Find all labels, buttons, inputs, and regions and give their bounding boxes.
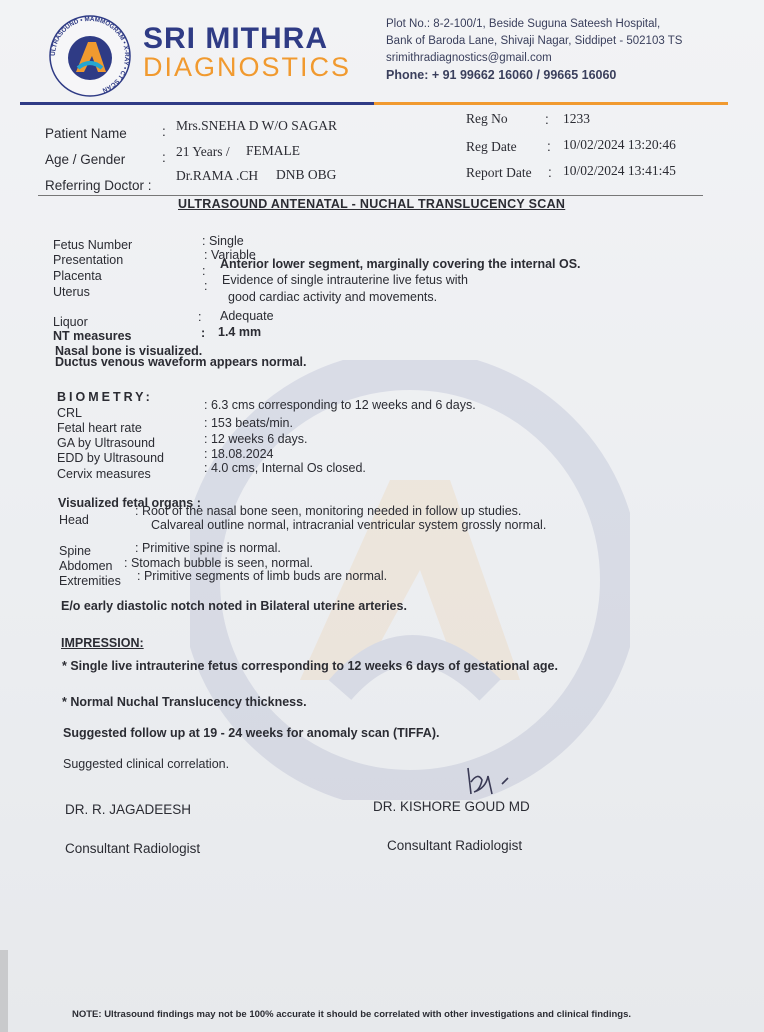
presentation-value: : Variable <box>204 248 256 262</box>
ductus-finding: Ductus venous waveform appears normal. <box>55 355 307 369</box>
colon: : <box>201 326 206 340</box>
patient-name-label: Patient Name <box>45 126 127 141</box>
ga-value: : 12 weeks 6 days. <box>204 432 308 446</box>
address-block <box>386 16 756 84</box>
colon: : <box>547 139 551 154</box>
reg-date-value: 10/02/2024 13:20:46 <box>563 137 676 152</box>
ga-label: GA by Ultrasound <box>57 436 155 450</box>
patient-divider <box>38 195 703 196</box>
nasal-bone-finding: Nasal bone is visualized. <box>55 344 203 358</box>
uterus-value: Evidence of single intrauterine live fetus with <box>222 273 468 287</box>
doctor1-title: Consultant Radiologist <box>65 841 201 856</box>
reg-no-label: Reg No <box>466 111 508 126</box>
placenta-label: Placenta <box>53 269 102 283</box>
crl-value: : 6.3 cms corresponding to 12 weeks and 6 days. <box>204 398 476 412</box>
colon: : <box>162 124 166 139</box>
gender-value: FEMALE <box>246 143 300 158</box>
edd-value: : 18.08.2024 <box>204 447 274 461</box>
doctor1-name: DR. R. JAGADEESH <box>65 802 192 817</box>
patient-name-value: Mrs.SNEHA D W/O SAGAR <box>176 118 338 133</box>
reg-no-value: 1233 <box>563 111 590 126</box>
referring-doctor-label: Referring Doctor : <box>45 178 152 193</box>
referring-doctor-degree: DNB OBG <box>276 167 337 182</box>
colon: : <box>198 310 202 324</box>
svg-text:ULTRASOUND • MAMMOGRAM • X-RAY: ULTRASOUND • MAMMOGRAM • X-RAY • CT SCAN <box>49 15 131 94</box>
presentation-label: Presentation <box>53 253 124 267</box>
age-value: 21 Years / <box>176 144 230 159</box>
fetus-number-value: : Single <box>202 234 244 248</box>
impression-item: * Single live intrauterine fetus corresponding to 12 weeks 6 days of gestational age. <box>62 659 558 673</box>
signature-icon <box>462 764 522 804</box>
abdomen-value: : Stomach bubble is seen, normal. <box>124 556 313 570</box>
address-line: Bank of Baroda Lane, Shivaji Nagar, Siddipet - 502103 TS <box>386 35 683 47</box>
extremities-value: : Primitive segments of limb buds are normal. <box>137 569 388 583</box>
follow-up-advice: Suggested follow up at 19 - 24 weeks for anomaly scan (TIFFA). <box>63 726 440 740</box>
biometry-heading: BIOMETRY: <box>57 390 153 404</box>
impression-item: * Normal Nuchal Translucency thickness. <box>62 695 307 709</box>
brand-name: SRI MITHRA <box>143 22 328 55</box>
brand-subtitle: DIAGNOSTICS <box>143 52 352 82</box>
spine-value: : Primitive spine is normal. <box>135 541 281 555</box>
footer-note: NOTE: Ultrasound findings may not be 100% accurate it should be correlated with other investigations and clinical findings. <box>72 1009 632 1020</box>
eo-notch-finding: E/o early diastolic notch noted in Bilateral uterine arteries. <box>61 599 407 613</box>
spine-label: Spine <box>59 544 91 558</box>
fetus-number-label: Fetus Number <box>53 238 133 252</box>
edd-label: EDD by Ultrasound <box>57 451 164 465</box>
report-date-label: Report Date <box>466 165 532 180</box>
abdomen-label: Abdomen <box>59 559 113 573</box>
fetal-organs-heading: Visualized fetal organs : <box>58 496 201 510</box>
colon: : <box>548 165 552 180</box>
nt-label: NT measures <box>53 329 132 343</box>
reg-date-label: Reg Date <box>466 139 517 154</box>
fhr-label: Fetal heart rate <box>57 421 142 435</box>
head-value-continued: Calvareal outline normal, intracranial ventricular system grossly normal. <box>151 518 547 532</box>
logo-icon <box>48 14 132 98</box>
nt-value: 1.4 mm <box>218 325 262 339</box>
fhr-value: : 153 beats/min. <box>204 416 293 430</box>
report-title: ULTRASOUND ANTENATAL - NUCHAL TRANSLUCENCY SCAN <box>178 197 566 211</box>
cervix-value: : 4.0 cms, Internal Os closed. <box>204 461 366 475</box>
head-label: Head <box>59 513 89 527</box>
head-value: : Root of the nasal bone seen, monitoring needed in follow up studies. <box>135 504 522 518</box>
colon: : <box>202 264 206 278</box>
impression-heading: IMPRESSION: <box>61 636 144 650</box>
age-gender-label: Age / Gender <box>45 152 126 167</box>
address-line: Plot No.: 8-2-100/1, Beside Suguna Sateesh Hospital, <box>386 18 661 30</box>
email: srimithradiagnostics@gmail.com <box>386 52 552 64</box>
extremities-label: Extremities <box>59 574 121 588</box>
uterus-label: Uterus <box>53 285 90 299</box>
header-divider <box>20 102 728 105</box>
placenta-value: Anterior lower segment, marginally covering the internal OS. <box>220 257 581 271</box>
referring-doctor-value: Dr.RAMA .CH <box>176 168 259 183</box>
liquor-value: Adequate <box>220 309 274 323</box>
doctor2-name: DR. KISHORE GOUD MD <box>373 799 530 814</box>
colon: : <box>545 112 549 127</box>
phone: Phone: + 91 99662 16060 / 99665 16060 <box>386 68 617 82</box>
colon: : <box>162 150 166 165</box>
report-date-value: 10/02/2024 13:41:45 <box>563 163 676 178</box>
colon: : <box>204 279 208 293</box>
clinical-correlation: Suggested clinical correlation. <box>63 757 230 771</box>
uterus-value-continued: good cardiac activity and movements. <box>228 290 438 304</box>
crl-label: CRL <box>57 406 83 420</box>
doctor2-title: Consultant Radiologist <box>387 838 523 853</box>
page-edge <box>0 950 8 1032</box>
liquor-label: Liquor <box>53 315 88 329</box>
cervix-label: Cervix measures <box>57 467 151 481</box>
